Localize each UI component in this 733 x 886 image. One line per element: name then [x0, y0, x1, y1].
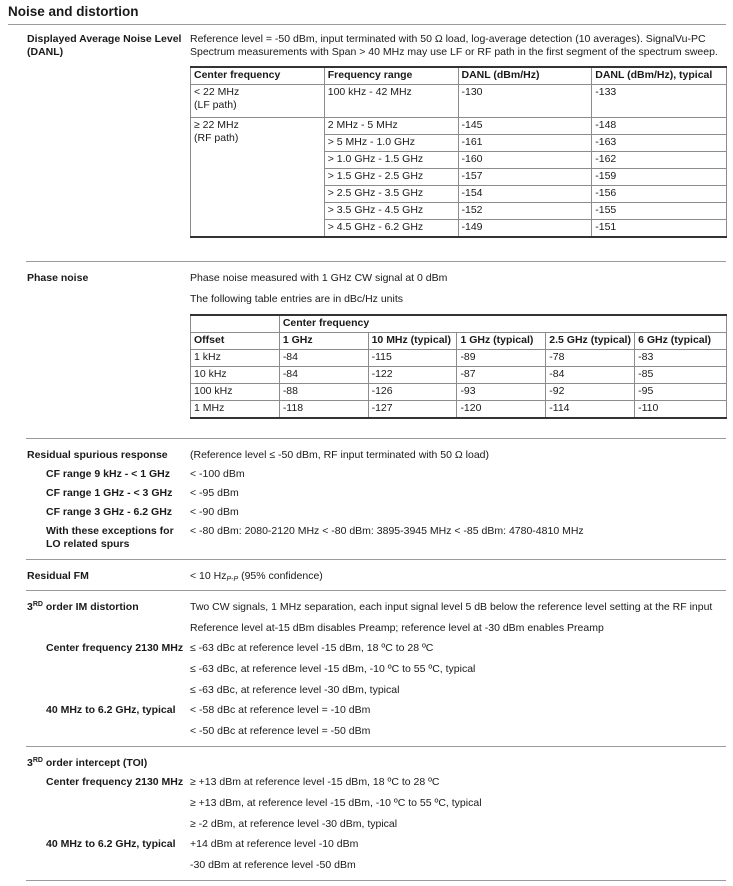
table-header-cell: 6 GHz (typical) [635, 333, 727, 350]
table-cell: -84 [279, 367, 368, 384]
toi-cf-label: Center frequency 2130 MHz [46, 776, 184, 788]
spurious-range-label: CF range 3 GHz - 6.2 GHz [46, 506, 173, 518]
table-row [191, 118, 727, 135]
label-superscript: RD [32, 601, 43, 608]
table-cell: -162 [592, 152, 727, 169]
table-cell [191, 85, 325, 118]
table-header-cell: Frequency range [324, 67, 458, 85]
table-header-cell: 10 MHz (typical) [368, 333, 457, 350]
im-range-value: < -50 dBc at reference level = -50 dBm [190, 725, 371, 737]
table-cell: -88 [279, 384, 368, 401]
table-header-cell: DANL (dBm/Hz), typical [592, 67, 727, 85]
table-cell: -148 [592, 118, 727, 135]
table-cell: -93 [457, 384, 546, 401]
table-cell: -163 [592, 135, 727, 152]
table-cell: -126 [368, 384, 457, 401]
table-cell: 1 kHz [191, 350, 280, 367]
table-cell: -95 [635, 384, 727, 401]
im-cf-label: Center frequency 2130 MHz [46, 642, 184, 654]
table-row [191, 85, 727, 118]
im-cf-value: ≤ -63 dBc at reference level -15 dBm, 18 ºC to 28 ºC [190, 642, 434, 654]
toi-cf-value: ≥ +13 dBm at reference level -15 dBm, 18 ºC to 28 ºC [190, 776, 440, 788]
table-cell: 100 kHz [191, 384, 280, 401]
table-header-cell: DANL (dBm/Hz) [458, 67, 592, 85]
label-part: order IM distortion [42, 601, 139, 613]
section-divider [26, 880, 726, 881]
table-cell: -159 [592, 169, 727, 186]
section-divider [26, 438, 726, 439]
label-part: order intercept (TOI) [42, 757, 148, 769]
table-cell: 100 kHz - 42 MHz [324, 85, 458, 118]
table-cell: > 1.5 GHz - 2.5 GHz [324, 169, 458, 186]
im-preamp-note: Reference level at-15 dBm disables Preamp; reference level at -30 dBm enables Preamp [190, 622, 604, 634]
table-cell: -161 [458, 135, 592, 152]
label-superscript: RD [32, 757, 43, 764]
table-cell: -145 [458, 118, 592, 135]
table-cell: 1 MHz [191, 401, 280, 419]
table-cell: -154 [458, 186, 592, 203]
section-divider [26, 590, 726, 591]
table-cell: -84 [279, 350, 368, 367]
table-cell: -110 [635, 401, 727, 419]
table-cell: -151 [592, 220, 727, 238]
table-cell: -89 [457, 350, 546, 367]
table-header-cell: 1 GHz (typical) [457, 333, 546, 350]
table-cell: 2 MHz - 5 MHz [324, 118, 458, 135]
im-distortion-label [27, 601, 139, 614]
table-cell: -84 [546, 367, 635, 384]
table-header-cell: Offset [191, 333, 280, 350]
im-cf-value: ≤ -63 dBc, at reference level -15 dBm, -10 ºC to 55 ºC, typical [190, 663, 476, 675]
table-cell: -149 [458, 220, 592, 238]
spurious-exceptions-value: < -80 dBm: 2080-2120 MHz < -80 dBm: 3895-3945 MHz < -85 dBm: 4780-4810 MHz [190, 525, 584, 537]
im-range-label: 40 MHz to 6.2 GHz, typical [46, 704, 176, 716]
spurious-range-value: < -90 dBm [190, 506, 239, 518]
table-row [191, 384, 727, 401]
table-row [191, 367, 727, 384]
table-cell: 10 kHz [191, 367, 280, 384]
table-cell: -87 [457, 367, 546, 384]
table-cell: > 1.0 GHz - 1.5 GHz [324, 152, 458, 169]
table-cell: -160 [458, 152, 592, 169]
toi-range-value: +14 dBm at reference level -10 dBm [190, 838, 359, 850]
spurious-description: (Reference level ≤ -50 dBm, RF input terminated with 50 Ω load) [190, 449, 489, 461]
spurious-range-label: CF range 9 kHz - < 1 GHz [46, 468, 170, 480]
section-title: Noise and distortion [8, 4, 139, 19]
toi-label [27, 757, 147, 770]
im-description: Two CW signals, 1 MHz separation, each input signal level 5 dB below the reference level setting at the RF input [190, 601, 713, 613]
table-row [191, 350, 727, 367]
section-divider [26, 261, 726, 262]
table-header-row [191, 333, 727, 350]
table-cell: > 3.5 GHz - 4.5 GHz [324, 203, 458, 220]
table-cell: -156 [592, 186, 727, 203]
phase-noise-description: Phase noise measured with 1 GHz CW signal at 0 dBm [190, 272, 448, 284]
table-header-cell: Center frequency [279, 315, 726, 333]
residual-fm-subscript: P-P [226, 576, 239, 583]
phase-noise-label: Phase noise [27, 272, 89, 284]
spurious-range-value: < -100 dBm [190, 468, 245, 480]
table-cell: -152 [458, 203, 592, 220]
table-cell: -127 [368, 401, 457, 419]
table-cell: -115 [368, 350, 457, 367]
table-cell: -92 [546, 384, 635, 401]
phase-noise-units-note: The following table entries are in dBc/Hz units [190, 293, 404, 305]
table-row [191, 401, 727, 419]
spurious-exceptions-label: With these exceptions for LO related spurs [46, 525, 174, 550]
label-part: 3 [27, 601, 33, 613]
table-cell: -133 [592, 85, 727, 118]
residual-fm-value [190, 570, 323, 583]
table-cell: > 4.5 GHz - 6.2 GHz [324, 220, 458, 238]
residual-fm-label: Residual FM [27, 570, 89, 582]
table-cell: -114 [546, 401, 635, 419]
table-cell: -122 [368, 367, 457, 384]
table-header-cell: Center frequency [191, 67, 325, 85]
table-cell: -130 [458, 85, 592, 118]
table-cell: -118 [279, 401, 368, 419]
cell-line: ≥ 22 MHz [194, 119, 239, 131]
toi-range-value: -30 dBm at reference level -50 dBm [190, 859, 356, 871]
table-cell: -157 [458, 169, 592, 186]
section-divider [26, 559, 726, 560]
table-header-cell: 1 GHz [279, 333, 368, 350]
table-cell: -83 [635, 350, 727, 367]
table-cell: -155 [592, 203, 727, 220]
cell-line: < 22 MHz [194, 86, 240, 98]
table-cell [191, 118, 325, 238]
spurious-range-label: CF range 1 GHz - < 3 GHz [46, 487, 173, 499]
table-cell: -85 [635, 367, 727, 384]
toi-cf-value: ≥ -2 dBm, at reference level -30 dBm, typical [190, 818, 398, 830]
table-header-row [191, 67, 727, 85]
cell-line: (LF path) [194, 99, 237, 111]
cell-line: (RF path) [194, 132, 239, 144]
residual-fm-tail: (95% confidence) [238, 570, 323, 582]
table-header-cell [191, 315, 280, 333]
table-cell: -120 [457, 401, 546, 419]
danl-table [190, 66, 727, 238]
table-cell: -78 [546, 350, 635, 367]
table-cell: > 2.5 GHz - 3.5 GHz [324, 186, 458, 203]
title-divider [8, 24, 726, 25]
spurious-range-value: < -95 dBm [190, 487, 239, 499]
im-range-value: < -58 dBc at reference level = -10 dBm [190, 704, 371, 716]
spurious-label: Residual spurious response [27, 449, 168, 461]
table-header-cell: 2.5 GHz (typical) [546, 333, 635, 350]
im-cf-value: ≤ -63 dBc, at reference level -30 dBm, typical [190, 684, 400, 696]
label-part: 3 [27, 757, 33, 769]
phase-noise-table [190, 314, 727, 419]
table-cell: > 5 MHz - 1.0 GHz [324, 135, 458, 152]
table-group-header-row [191, 315, 727, 333]
danl-label: Displayed Average Noise Level (DANL) [27, 33, 182, 58]
toi-cf-value: ≥ +13 dBm, at reference level -15 dBm, -10 ºC to 55 ºC, typical [190, 797, 482, 809]
danl-description: Reference level = -50 dBm, input terminated with 50 Ω load, log-average detection (10 averages). SignalVu-PC Spectrum measurements with Span > 40 MHz may use LF or RF path in the first segment of the spectrum sweep. [190, 33, 718, 58]
residual-fm-main: < 10 Hz [190, 570, 227, 582]
section-divider [26, 746, 726, 747]
toi-range-label: 40 MHz to 6.2 GHz, typical [46, 838, 176, 850]
